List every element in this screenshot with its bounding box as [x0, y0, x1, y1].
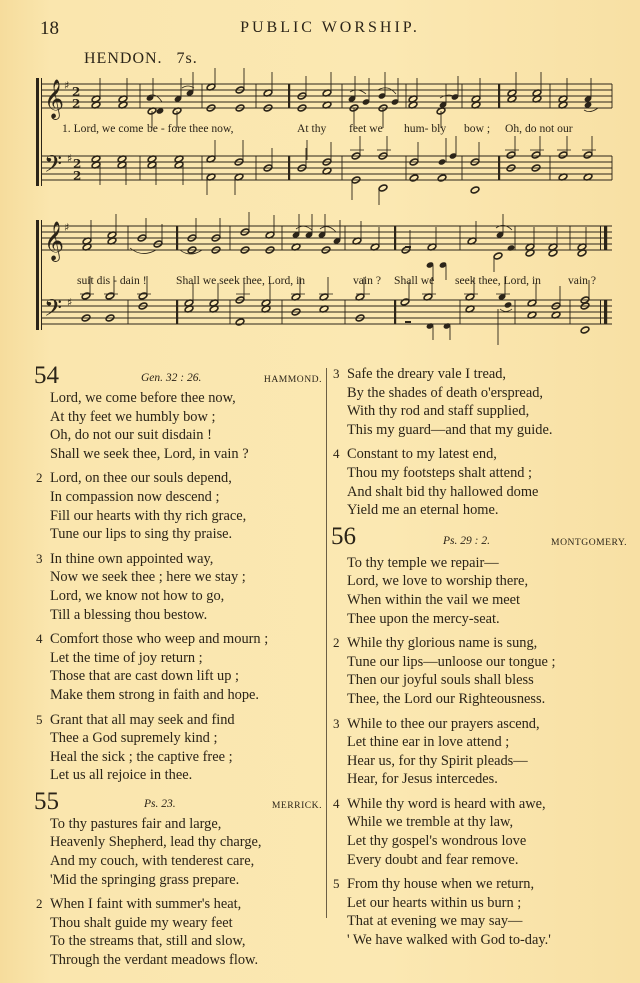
stanza-number: 2: [36, 470, 43, 486]
left-column: [34, 362, 322, 976]
verse-line: At thy feet we humbly bow ;: [50, 408, 216, 425]
tune-name: HENDON.: [84, 50, 163, 67]
verse-line: Thee a God supremely kind ;: [50, 730, 218, 747]
hymn-number: 55: [34, 787, 59, 815]
lyric-fragment: vain ?: [353, 274, 382, 287]
verse-line: [333, 875, 623, 894]
running-head: PUBLIC WORSHIP.: [240, 19, 420, 36]
verse-line: ' We have walked with God to-day.': [347, 932, 551, 949]
page-number: 18: [40, 18, 59, 39]
music-score: [0, 0, 640, 360]
tune-meter: 7s.: [176, 50, 198, 67]
verse-line: 'Mid the springing grass prepare.: [50, 871, 240, 888]
verse-line: Now we seek thee ; here we stay ;: [50, 569, 246, 586]
verse-line: In compassion now descend ;: [50, 488, 220, 505]
hymn-header: [34, 362, 322, 389]
verse-line: And shalt bid thy hallowed dome: [347, 483, 539, 500]
stanza-number: 3: [36, 550, 43, 566]
verse-line: That at evening we may say—: [347, 913, 523, 930]
lyric-fragment: bow ;: [464, 122, 491, 135]
stanza-number: 4: [333, 795, 340, 811]
stanza-number: 2: [333, 635, 340, 651]
stanza-number: 2: [36, 896, 43, 912]
verse-text: Safe the dreary vale I tread,: [347, 366, 507, 382]
verse-line: Fill our hearts with thy rich grace,: [50, 507, 247, 524]
stanza: [333, 715, 623, 789]
verse-line: [333, 445, 623, 464]
stanza: [36, 630, 322, 704]
stanza-number: 5: [333, 876, 340, 892]
stanza: [333, 445, 623, 519]
verse-text: Lord, on thee our souls depend,: [50, 470, 232, 487]
verse-text: When I faint with summer's heat,: [50, 896, 242, 913]
verse-line: Through the verdant meadows flow.: [50, 952, 259, 969]
hymn-55: [34, 787, 322, 970]
verse-line: Lord, we come before thee now,: [50, 390, 236, 406]
verse-line: [36, 711, 322, 730]
verse-text: Grant that all may seek and find: [50, 711, 235, 728]
lyric-fragment: vain ?: [568, 274, 597, 287]
verse-text: Comfort those who weep and mourn ;: [50, 631, 269, 648]
lyric-fragment: seek thee, Lord, in: [455, 274, 541, 287]
stanza-number: 3: [333, 366, 340, 381]
verse-line: To thy temple we repair—: [347, 554, 499, 571]
verse-line: [36, 895, 322, 914]
verse-line: Heavenly Shepherd, lead thy charge,: [50, 834, 262, 851]
bass-staff-2: [42, 300, 612, 324]
verse-line: Oh, do not our suit disdain !: [50, 427, 212, 444]
verse-text: Constant to my latest end,: [347, 446, 497, 463]
verse-line: Those that are cast down lift up ;: [50, 668, 240, 685]
hymn-author: MERRICK.: [271, 799, 322, 811]
verse-line: Shall we seek thee, Lord, in vain ?: [50, 445, 249, 462]
stanza: [36, 711, 322, 785]
verse-text: In thine own appointed way,: [50, 550, 214, 567]
column-divider: [326, 368, 327, 918]
verse-line: Hear, for Jesus intercedes.: [347, 771, 498, 788]
hymn-author: HAMMOND.: [263, 374, 322, 385]
lyric-fragment: Shall we seek thee, Lord, in: [176, 274, 306, 287]
stanza: [333, 554, 623, 628]
hymn-55-continued: [333, 365, 623, 520]
hymn-header: [34, 787, 322, 815]
verse-line: Let thine ear in love attend ;: [347, 734, 510, 751]
verse-line: Thou shalt guide my weary feet: [50, 914, 233, 931]
stanza: [333, 875, 623, 949]
stanza: [36, 815, 322, 889]
scripture-reference: Ps. 29 : 2.: [443, 534, 490, 547]
verse-line: Let our hearts within us burn ;: [347, 894, 522, 911]
stanza: [36, 550, 322, 624]
verse-line: Make them strong in faith and hope.: [50, 686, 260, 703]
svg-text:𝄞: 𝄞: [44, 221, 65, 261]
svg-text:2: 2: [73, 169, 82, 183]
svg-text:2: 2: [72, 97, 81, 111]
verse-line: This my guard—and that my guide.: [347, 421, 553, 438]
lyric-fragment: suit dis - dain !: [77, 274, 147, 287]
verse-line: Hear us, for thy Spirit pleads—: [347, 752, 528, 769]
verse-line: [333, 715, 623, 734]
verse-line: By the shades of death o'erspread,: [347, 384, 544, 401]
verse-line: To thy pastures fair and large,: [50, 815, 222, 832]
stanza-number: 3: [333, 715, 340, 731]
verse-line: Let the time of joy return ;: [50, 649, 203, 666]
svg-text:𝄞: 𝄞: [44, 79, 65, 119]
lyric-fragment: feet we: [349, 122, 383, 135]
verse-line: While we tremble at thy law,: [347, 814, 514, 831]
verse-text: From thy house when we return,: [347, 876, 535, 893]
verse-line: Thee upon the mercy-seat.: [347, 610, 500, 627]
verse-line: [36, 550, 322, 569]
verse-text: While thy word is heard with awe,: [347, 795, 546, 812]
verse-line: With thy rod and staff supplied,: [347, 403, 530, 420]
hymn-author: MONTGOMERY.: [551, 536, 627, 548]
stanza-number: 4: [36, 631, 43, 647]
svg-text:♯: ♯: [64, 79, 70, 92]
verse-line: When within the vail we meet: [347, 591, 521, 608]
verse-line: Heal the sick ; the captive free ;: [50, 748, 233, 765]
svg-text:♯: ♯: [67, 296, 73, 309]
verse-line: [36, 469, 322, 488]
stanza: [36, 389, 322, 463]
verse-line: [333, 795, 623, 814]
verse-line: Let thy gospel's wondrous love: [347, 833, 527, 850]
verse-line: [333, 634, 623, 653]
verse-line: Yield me an eternal home.: [347, 502, 499, 519]
hymn-header: [331, 522, 627, 554]
svg-text:2: 2: [73, 157, 82, 171]
stanza: [36, 895, 322, 969]
verse-line: [36, 630, 322, 649]
hymn-54: [34, 362, 322, 785]
verse-text: While thy glorious name is sung,: [347, 635, 538, 652]
lyric-fragment: Oh, do not our: [505, 122, 573, 135]
verse-line: Thou my footsteps shalt attend ;: [347, 464, 533, 481]
verse-line: Tune our lips to sing thy praise.: [50, 526, 233, 543]
svg-text:♯: ♯: [67, 152, 73, 165]
stanza: [333, 365, 623, 439]
stanza: [333, 795, 623, 869]
hymn-number: 56: [331, 522, 356, 550]
hymn-56: [331, 522, 627, 950]
svg-text:𝄢: 𝄢: [44, 294, 63, 327]
verse-line: [333, 365, 623, 384]
verse-line: Thee, the Lord our Righteousness.: [347, 690, 546, 707]
stanza: [36, 469, 322, 543]
svg-text:𝄢: 𝄢: [44, 150, 63, 183]
lyric-fragment: 1. Lord, we come: [62, 122, 144, 135]
svg-text:♯: ♯: [64, 221, 70, 234]
verse-line: Tune our lips—unloose our tongue ;: [347, 653, 556, 670]
verse-line: Then our joyful souls shall bless: [347, 672, 534, 689]
lyric-fragment: Shall we: [394, 274, 435, 287]
verse-line: Let us all rejoice in thee.: [50, 767, 193, 784]
lyric-fragment: At thy: [297, 122, 327, 135]
stanza-number: 5: [36, 711, 43, 727]
verse-line: Lord, we know not how to go,: [50, 587, 225, 604]
lyric-fragment: hum- bly: [404, 122, 447, 135]
verse-text: While to thee our prayers ascend,: [347, 715, 540, 732]
right-column: [331, 365, 627, 956]
verse-line: Lord, we love to worship there,: [347, 573, 529, 590]
scripture-reference: Ps. 23.: [144, 797, 176, 810]
stanza: [333, 634, 623, 708]
lyric-fragment: be - fore thee now,: [147, 122, 234, 135]
verse-line: And my couch, with tenderest care,: [50, 853, 255, 870]
hymn-number: 54: [34, 362, 59, 389]
verse-line: Every doubt and fear remove.: [347, 851, 519, 868]
verse-line: To the streams that, still and slow,: [50, 933, 246, 950]
verse-line: Till a blessing thou bestow.: [50, 606, 208, 623]
scripture-reference: Gen. 32 : 26.: [141, 372, 202, 384]
svg-text:2: 2: [72, 85, 81, 99]
stanza-number: 4: [333, 446, 340, 462]
